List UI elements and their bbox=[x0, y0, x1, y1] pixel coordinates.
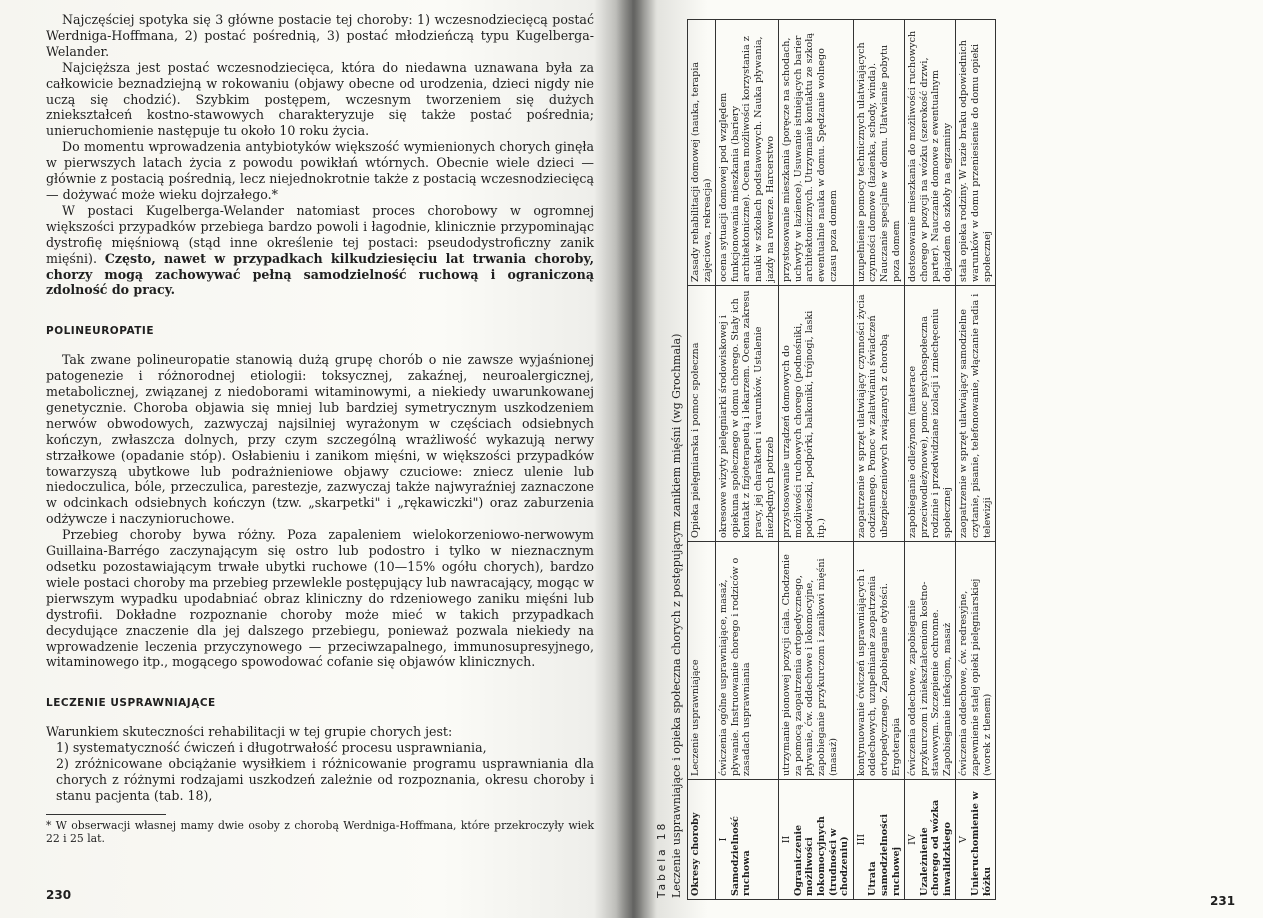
table-title: Leczenie usprawniające i opieka społeczna chorych z postępującym zanikiem mięśni (wg Grochmala) bbox=[670, 333, 683, 898]
table-cell: ćwiczenia ogólne usprawniające, masaż, pływanie. Instruowanie chorego i rodziców o zasadach usprawniania bbox=[716, 542, 779, 780]
rotated-table-block bbox=[656, 20, 1196, 900]
header-cell: Opieka pielęgniarska i pomoc społeczna bbox=[688, 286, 716, 542]
footnote: * W obserwacji własnej mamy dwie osoby z chorobą Werdniga-Hoffmana, które przekroczyły wiek 22 i 25 lat. bbox=[46, 818, 594, 845]
header-cell: Zasady rehabilitacji domowej (nauka, terapia zajęciowa, rekreacja) bbox=[688, 20, 716, 286]
section-heading-polineuropatie: POLINEUROPATIE bbox=[46, 325, 155, 338]
table-cell: przystosowanie mieszkania (poręcze na schodach, uchwyty w łazience). Usuwanie istniejących barier architektonicznych. Utrzymanie kontaktu ze szkołą ewentualnie nauka w domu. Spędzanie wolnego czasu poza domem bbox=[779, 20, 854, 286]
stage-name: Unieruchomienie w łóżku bbox=[970, 791, 993, 896]
stage-number: II bbox=[781, 835, 793, 844]
table-cell: stała opieka rodziny. W razie braku odpowiednich warunków w domu przeniesienie do domu opieki społecznej bbox=[956, 20, 996, 286]
left-text-column bbox=[46, 12, 594, 845]
stage-name: Ograniczenie możliwości lokomocyjnych (trudności w chodzeniu) bbox=[792, 816, 851, 896]
table-cell: ćwiczenia oddechowe, ćw. redresyjne, zapewnienie stałej opieki pielęgniarskiej (worek z tlenem) bbox=[956, 542, 996, 780]
paragraph: Przebieg choroby bywa różny. Poza zapaleniem wielokorzeniowo-nerwowym Guillaina-Barrégo zaczynającym się ostro lub podostro i tylko w nieznacznym odsetku pozostawiającym trwałe ubytki ruchowe (10—15% ogółu chorych), bardzo wiele postaci choroby ma przebieg przewlekle postępujący lub nawracający, mogąc w pierwszym wypadku upodabniać obraz kliniczny do rdzeniowego zaniku mięśni lub dystrofii. Dokładne rozpoznanie choroby może mieć w takich przypadkach decydujące znaczenie dla jej dalszego przebiegu, ponieważ pozwala niekiedy na wprowadzenie leczenia przyczynowego — przeciwzapalnego, immunosupresyjnego, witaminowego itp., mogącego spowodować cofanie się objawów klinicznych. bbox=[46, 527, 594, 670]
table-cell: dostosowanie mieszkania do możliwości ruchowych chorego w pozycji na wózku (szerokość drzwi, parter). Nauczanie domowe z ewentualnym dojazdem do szkoły na egzaminy bbox=[905, 20, 956, 286]
stage-name: Samodzielność ruchowa bbox=[729, 816, 753, 896]
section-heading-leczenie: LECZENIE USPRAWNIAJĄCE bbox=[46, 697, 216, 710]
table-row bbox=[779, 20, 854, 900]
table-cell: ćwiczenia oddechowe, zapobieganie przykurczom i zniekształceniom kostno-stawowym. Szczepienie ochronne. Zapobieganie infekcjom, masaż bbox=[905, 542, 956, 780]
table-row bbox=[716, 20, 779, 900]
page-number-left: 230 bbox=[46, 888, 72, 902]
stage-cell bbox=[905, 780, 956, 900]
table-row bbox=[956, 20, 996, 900]
table-cell: przystosowanie urządzeń domowych do możliwości ruchowych chorego (podnośniki, podwieszki, podpórki, balkoniki, trójnogi, laski itp.) bbox=[779, 286, 854, 542]
table-label: Tabela 18 bbox=[656, 820, 668, 898]
stage-number: V bbox=[958, 836, 970, 843]
table-cell: uzupełnienie pomocy technicznych ułatwiających czynności domowe (łazienka, schody, winda). Nauczanie specjalne w domu. Ułatwianie pobytu poza domem bbox=[853, 20, 904, 286]
table-cell: kontynuowanie ćwiczeń usprawniających i oddechowych, uzupełnianie zaopatrzenia ortopedycznego. Zapobieganie otyłości. Ergoterapia bbox=[853, 542, 904, 780]
table-cell: zapobieganie odleżynom (materace przeciwodleżynowe), pomoc psychospołeczna rodzinie i przedwidziane izolacji i zniechęceniu społecznej bbox=[905, 286, 956, 542]
stage-name: Uzależnienie chorego od wózka inwalidzkiego bbox=[918, 799, 953, 896]
table-header-row bbox=[688, 20, 716, 900]
list-item: 1) systematyczność ćwiczeń i długotrwałość procesu usprawniania, bbox=[56, 740, 487, 756]
table-cell: ocena sytuacji domowej pod względem funkcjonowania mieszkania (bariery architektoniczne). Ocena możliwości korzystania z nauki w szkołach podstawowych. Nauka pływania, jazdy na rowerze. Harcerstwo bbox=[716, 20, 779, 286]
stage-cell bbox=[853, 780, 904, 900]
stage-cell bbox=[956, 780, 996, 900]
table-cell: zaopatrzenie w sprzęt ułatwiający samodzielne czytanie, pisanie, telefonowanie, włączanie radia i telewizji bbox=[956, 286, 996, 542]
stage-number: IV bbox=[907, 834, 919, 845]
paragraph-kugelberg bbox=[46, 203, 594, 298]
paragraph: Najcięższa jest postać wczesnodziecięca, która do niedawna uznawana była za całkowicie beznadziejną w rokowaniu (objawy obecne od urodzenia, dzieci nigdy nie uczą się chodzić). Szybkim postępem, wczesnym tworzeniem się dużych zniekształceń kostno-stawowych charakteryzuje się także postać pośrednia; unieruchomienie następuje tu około 10 roku życia. bbox=[46, 59, 594, 139]
paragraph: Do momentu wprowadzenia antybiotyków większość wymienionych chorych ginęła w pierwszych latach życia z powodu powikłań wtórnych. Obecnie wiele dzieci — głównie z postacią pośrednią, lecz niejednokrotnie także z postacią wczesnodziecięcą — dożywać może wieku dojrzałego.* bbox=[46, 139, 594, 202]
table-row bbox=[905, 20, 956, 900]
header-cell: Leczenie usprawniające bbox=[688, 542, 716, 780]
table-cell: okresowe wizyty pielęgniarki środowiskowej i opiekuna społecznego w domu chorego. Stały ich kontakt z fizjoterapeutą i lekarzem. Ocena zakresu pracy, jej charakteru i warunków. Ustalenie niezbędnych potrzeb bbox=[716, 286, 779, 542]
page-number-right: 231 bbox=[1210, 894, 1236, 908]
stage-cell bbox=[779, 780, 854, 900]
rehab-table bbox=[687, 19, 996, 900]
paragraph: Tak zwane polineuropatie stanowią dużą grupę chorób o nie zawsze wyjaśnionej patogenezie i różnorodnej etiologii: toksycznej, zakaźnej, neuroalergicznej, metabolicznej, związanej z niedoborami witaminowymi, a niekiedy uwarunkowanej genetycznie. Choroba objawia się mniej lub bardziej symetrycznym uszkodzeniem nerwów obwodowych, zazwyczaj najsilniej wyrażonym w częściach odsiebnych kończyn, zwłaszcza dolnych, przy czym szczególną wrażliwość wykazują nerwy strzałkowe (opadanie stóp). Osłabieniu i zanikom mięśni, w większości przypadków towarzyszą ubytkowe lub podrażnieniowe objawy czuciowe: zniecz ulenie lub niedoczulica, bóle, przeczulica, parestezje, zazwyczaj także najwyraźniej zaznaczone w odcinkach odsiebnych kończyn (tzw. „skarpetki" i „rękawiczki") oraz zaburzenia odżywcze i naczynioruchowe. bbox=[46, 352, 594, 527]
stage-number: I bbox=[718, 837, 730, 842]
stage-number: III bbox=[855, 833, 867, 846]
book-gutter bbox=[616, 0, 656, 918]
table-cell: zaopatrzenie w sprzęt ułatwiający czynności życia codziennego. Pomoc w załatwianiu świadczeń ubezpieczeniowych związanych z chorobą bbox=[853, 286, 904, 542]
stage-cell bbox=[716, 780, 779, 900]
kugelberg-text: W postaci Kugelberga-Welander natomiast proces chorobowy w ogromnej większości przypadków przebiega bardzo powoli i łagodnie, klinicznie przypominając dystrofię mięśniową (stąd inne określenie tej postaci: pseudodystroficzny zanik mięśni). bbox=[46, 202, 594, 266]
list-item: 2) zróżnicowane obciążanie wysiłkiem i różnicowanie programu usprawniania dla chorych z różnymi rodzajami uszkodzeń zależnie od rozpoznania, okresu choroby i stanu pacjenta (tab. 18), bbox=[56, 756, 594, 803]
paragraph: Najczęściej spotyka się 3 główne postacie tej choroby: 1) wczesnodziecięcą postać Werdniga-Hoffmana, 2) postać pośrednią, 3) postać młodzieńczą typu Kugelberga-Welander. bbox=[46, 12, 594, 59]
paragraph: Warunkiem skuteczności rehabilitacji w tej grupie chorych jest: bbox=[46, 724, 453, 740]
header-cell: Okresy choroby bbox=[688, 780, 716, 900]
stage-name: Utrata samodzielności ruchowej bbox=[867, 814, 902, 896]
table-row bbox=[853, 20, 904, 900]
table-cell: utrzymanie pionowej pozycji ciała. Chodzenie za pomocą zaopatrzenia ortopedycznego, pływanie, ćw. oddechowe i lokomocyjne, zapobieganie przykurczom i zanikowi mięśni (masaż) bbox=[779, 542, 854, 780]
kugelberg-bold-text: Często, nawet w przypadkach kilkudziesięciu lat trwania choroby, chorzy mogą zachowywać pełną samodzielność ruchową i ograniczoną zdolność do pracy. bbox=[46, 250, 594, 298]
